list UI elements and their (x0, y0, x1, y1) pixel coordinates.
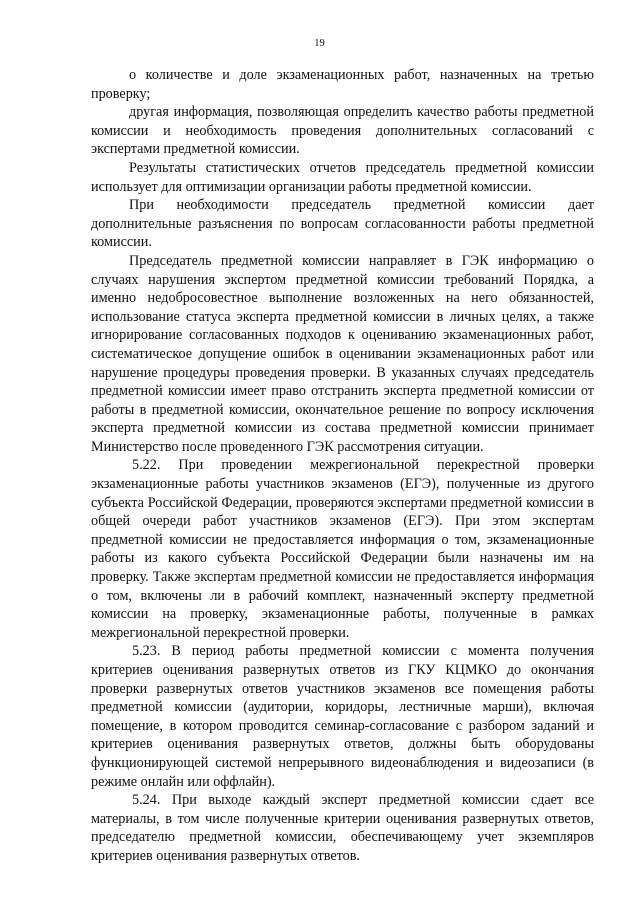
page-number: 19 (314, 38, 325, 49)
paragraph-5-24: 5.24. При выходе каждый эксперт предметной комиссии сдает все материалы, в том числе полученные критерии оценивания развернутых ответов, председателю предметной комиссии, обеспечивающему учет экземпляров критериев оценивания развернутых ответов. (91, 792, 594, 864)
paragraph-clarifications: При необходимости председатель предметной комиссии дает дополнительные разъяснения по вопросам согласованности работы предметной комиссии. (91, 197, 594, 251)
document-body (91, 66, 594, 866)
paragraph-other-info: другая информация, позволяющая определить качество работы предметной комиссии и необходимость проведения дополнительных согласований с экспертами предметной комиссии. (91, 104, 594, 158)
paragraph-third-check-count: о количестве и доле экзаменационных работ, назначенных на третью проверку; (91, 67, 594, 102)
paragraph-5-23: 5.23. В период работы предметной комиссии с момента получения критериев оценивания развернутых ответов из ГКУ КЦМКО до окончания проверки развернутых ответов участников экзаменов все помещения работы предметной комиссии (аудитории, коридоры, лестничные марши), включая помещение, в котором проводится семинар-согласование с разбором заданий и критериев оценивания развернутых ответов, должны быть оборудованы функционирующей системой непрерывного видеонаблюдения и видеозаписи (в режиме онлайн или оффлайн). (91, 643, 594, 790)
paragraph-statistical-reports: Результаты статистических отчетов председатель предметной комиссии использует для оптимизации организации работы предметной комиссии. (91, 159, 594, 195)
paragraph-violations: Председатель предметной комиссии направляет в ГЭК информацию о случаях нарушения экспертом предметной комиссии требований Порядка, а именно недобросовестное выполнение возложенных на него обязанностей, использование статуса эксперта предметной комиссии в личных целях, а также игнорирование согласованных подходов к оцениванию экзаменационных работ, систематическое допущение ошибок в оценивании экзаменационных работ или нарушение процедуры проведения проверки. В указанных случаях председатель предметной комиссии имеет право отстранить эксперта предметной комиссии от работы в предметной комиссии, окончательное решение по вопросу исключения эксперта предметной комиссии из состава предметной комиссии принимает Министерство после проведенного ГЭК рассмотрения ситуации. (91, 252, 594, 455)
paragraph-5-22: 5.22. При проведении межрегиональной перекрестной проверки экзаменационные работы участников экзаменов (ЕГЭ), полученные из другого субъекта Российской Федерации, проверяются экспертами предметной комиссии в общей очереди работ участников экзаменов (ЕГЭ). При этом экспертам предметной комиссии не предоставляется информация о том, экзаменационные работы из какого субъекта Российской Федерации были назначены им на проверку. Также экспертам предметной комиссии не предоставляется информация о том, включены ли в рабочий комплект, назначенный эксперту предметной комиссии на проверку, экзаменационные работы, полученные в рамках межрегиональной перекрестной проверки. (91, 457, 594, 641)
